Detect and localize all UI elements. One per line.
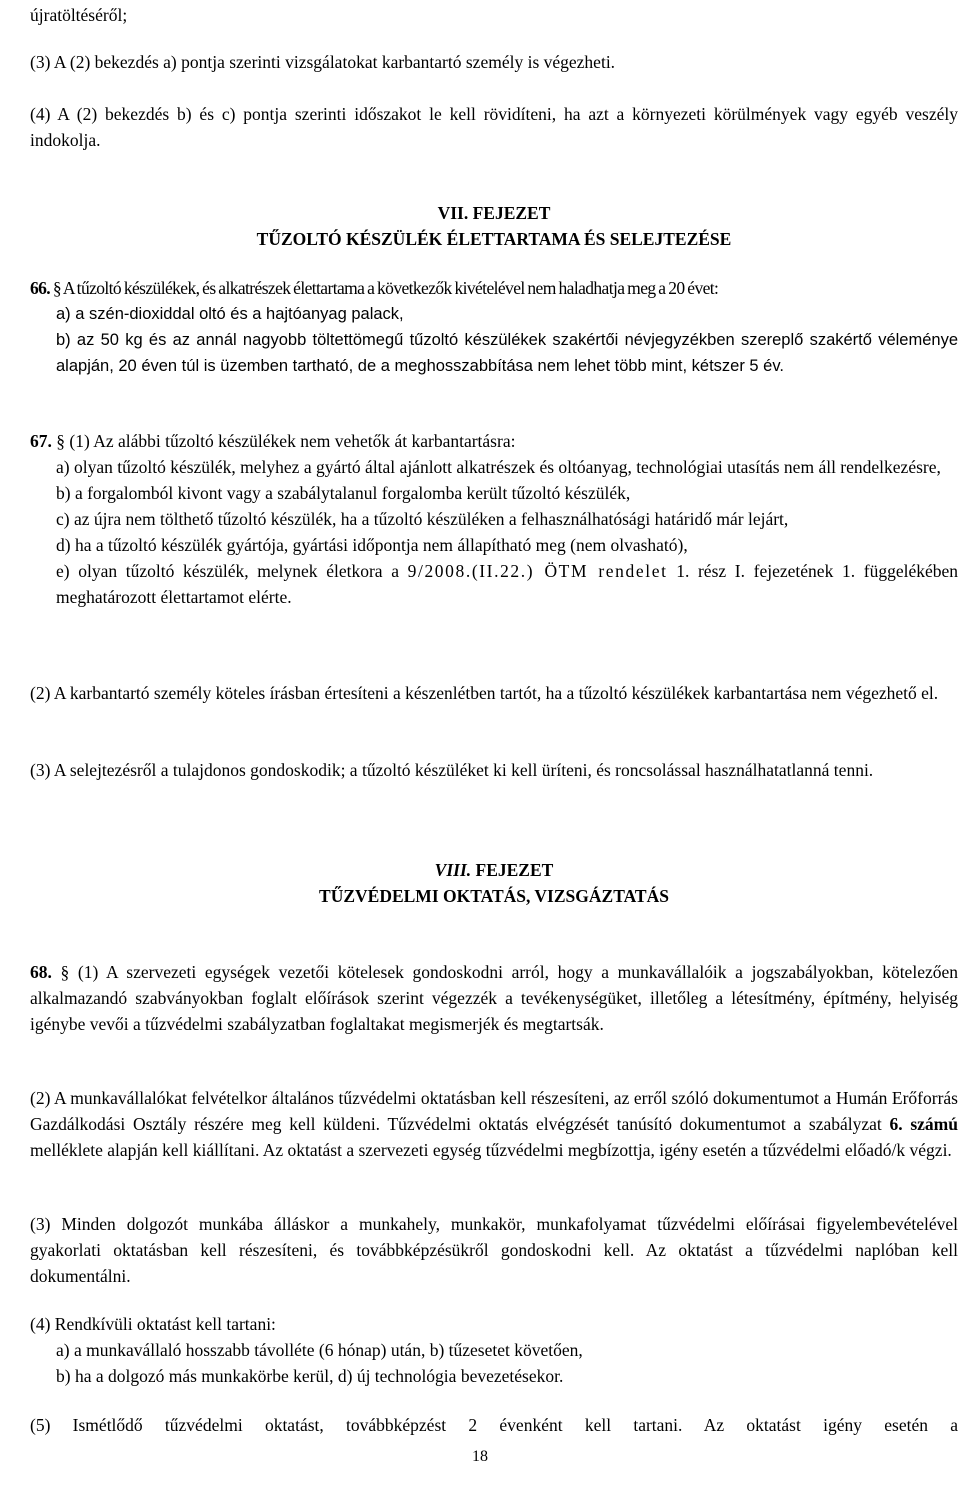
section-66-item-a: a) a szén-dioxiddal oltó és a hajtóanyag palack, [56, 305, 404, 323]
section-67-item-c: c) az újra nem tölthető tűzoltó készülék, ha a tűzoltó készüléken a felhasználhatósági határidő már lejárt, [56, 509, 789, 529]
annex-reference: 6. számú [889, 1114, 958, 1134]
section-67-item-a: a) olyan tűzoltó készülék, melyhez a gyártó által ajánlott alkatrészek és oltóanyag, technológiai utasítás nem áll rendelkezésre, [56, 457, 941, 477]
chapter-title: TŰZOLTÓ KÉSZÜLÉK ÉLETTARTAMA ÉS SELEJTEZÉSE [256, 229, 732, 249]
chapter-number: VII. FEJEZET [437, 203, 551, 223]
section-66-text: A tűzoltó készülékek, és alkatrészek élettartama a következők kivételével nem haladhatja meg a 20 évet: [62, 278, 719, 298]
section-68-paragraph-4 [30, 1311, 958, 1389]
paragraph-4-item-b: b) ha a dolgozó más munkakörbe kerül, d) új technológia bevezetésekor. [56, 1366, 564, 1386]
chapter-heading-viii [30, 857, 958, 909]
section-sign: § [56, 431, 65, 451]
paragraph-3-3: (3) A (2) bekezdés a) pontja szerinti vizsgálatokat karbantartó személy is végezheti. [30, 52, 616, 72]
section-sign: § [52, 278, 62, 298]
section-67-item-e: e) olyan tűzoltó készülék, melynek életkora a 9/2008.(II.22.) ÖTM rendelet 1. rész I. fejezetének 1. függelékében meghatározott élettartamot elérte. [56, 561, 959, 607]
paragraph-67-2: (2) A karbantartó személy köteles írásban értesíteni a készenlétben tartót, ha a tűzoltó készülékek karbantartása nem végezhető el. [30, 683, 939, 703]
chapter-title: TŰZVÉDELMI OKTATÁS, VIZSGÁZTATÁS [319, 886, 669, 906]
page-number: 18 [472, 1448, 488, 1465]
section-68-paragraph-2: (2) A munkavállalókat felvételkor általános tűzvédelmi oktatásban kell részesíteni, az erről szóló dokumentumot a Humán Erőforrás Gazdálkodási Osztály részére meg kell küldeni. Tűzvédelmi oktatás elvégzését tanúsító dokumentumot a szabályzat 6. számú melléklete alapján kell kiállítani. Az oktatást a szervezeti egység tűzvédelmi megbízottja, igény esetén a tűzvédelmi előadó/k végzi. [30, 1088, 958, 1160]
section-68-paragraph-3: (3) Minden dolgozót munkába álláskor a munkahely, munkakör, munkafolyamat tűzvédelmi előírásai figyelembevételével gyakorlati oktatásban kell részesíteni, és továbbképzésükről gondoskodni kell. Az oktatást a tűzvédelmi naplóban kell dokumentálni. [30, 1214, 958, 1286]
section-sign: § [60, 962, 70, 982]
paragraph-4-item-a: a) a munkavállaló hosszabb távolléte (6 hónap) után, b) tűzesetet követően, [56, 1340, 583, 1360]
section-number: 67. [30, 431, 52, 451]
section-68-paragraph-5: (5) Ismétlődő tűzvédelmi oktatást, továbbképzést 2 évenként kell tartani. Az oktatást igény esetén a [30, 1415, 958, 1435]
regulation-reference: 9/2008.(II.22.) ÖTM rendelet [407, 561, 668, 581]
section-67-text: (1) Az alábbi tűzoltó készülékek nem vehetők át karbantartásra: [69, 431, 516, 451]
section-67 [30, 428, 958, 610]
text-fragment: újratöltéséről; [30, 5, 128, 25]
section-number: 68. [30, 962, 52, 982]
chapter-number: VIII. FEJEZET [434, 860, 554, 880]
paragraph-4-intro: (4) Rendkívüli oktatást kell tartani: [30, 1314, 276, 1334]
section-67-intro [30, 428, 958, 454]
section-66 [30, 275, 958, 379]
section-68-paragraph-1: 68. § (1) A szervezeti egységek vezetői kötelesek gondoskodni arról, hogy a munkavállalóik a jogszabályokban, kötelezően alkalmazandó szabványokban foglalt előírások szerint végezzék a tevékenységüket, illetőleg a létesítmény, építmény, helyiség igénybe vevői a tűzvédelmi szabályzatban foglaltakat megismerjék és megtartsák. [30, 962, 958, 1034]
section-67-item-b: b) a forgalomból kivont vagy a szabálytalanul forgalomba került tűzoltó készülék, [56, 483, 631, 503]
chapter-heading-vii [30, 200, 958, 252]
section-66-intro [30, 275, 958, 301]
section-number: 66. [30, 278, 51, 298]
section-66-item-b: b) az 50 kg és az annál nagyobb töltettömegű tűzoltó készülékek szakértői névjegyzékben szereplő szakértő véleménye alapján, 20 éven túl is üzemben tartható, de a meghosszabbítása nem lehet több mint, kétszer 5 év. [56, 331, 958, 375]
section-67-item-d: d) ha a tűzoltó készülék gyártója, gyártási időpontja nem állapítható meg (nem olvasható), [56, 535, 688, 555]
paragraph-67-3: (3) A selejtezésről a tulajdonos gondoskodik; a tűzoltó készüléket ki kell üríteni, és roncsolással használhatatlanná tenni. [30, 760, 874, 780]
paragraph-3-4: (4) A (2) bekezdés b) és c) pontja szerinti időszakot le kell rövidíteni, ha azt a környezeti körülmények vagy egyéb veszély indokolja. [30, 104, 958, 150]
